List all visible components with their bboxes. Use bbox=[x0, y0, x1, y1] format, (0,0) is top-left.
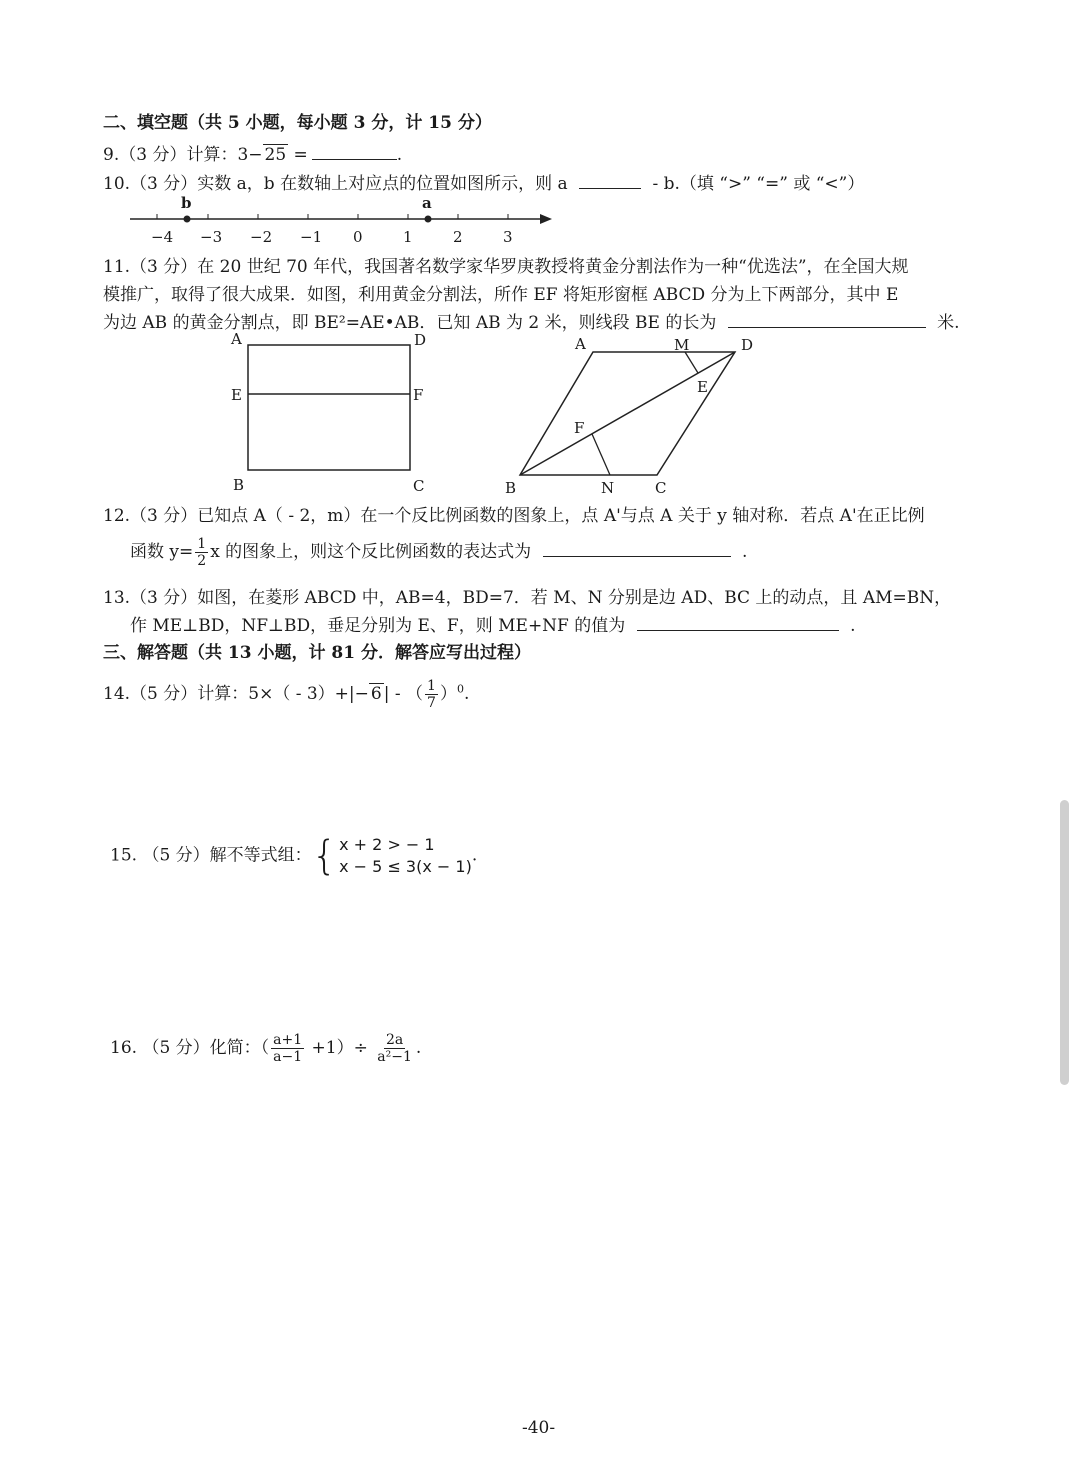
rhombus-diagonal-bd bbox=[520, 352, 735, 475]
q11-line2: 模推广，取得了很大成果．如图，利用黄金分割法，所作 EF 将矩形窗框 ABCD 分为上下两部分，其中 E bbox=[103, 285, 899, 305]
rect-label-c: C bbox=[413, 477, 425, 495]
rhombus-label-n: N bbox=[601, 479, 615, 497]
q10-text: 10.（3 分）实数 a，b 在数轴上对应点的位置如图所示，则 a bbox=[103, 174, 568, 194]
q16-mid: +1）÷ bbox=[306, 1038, 374, 1058]
rhombus-label-b: B bbox=[505, 479, 517, 497]
rhombus-me bbox=[685, 352, 698, 373]
q9-end: . bbox=[396, 145, 403, 165]
q14-exponent: 0 bbox=[456, 682, 464, 696]
rhombus-nf bbox=[592, 434, 610, 475]
rhombus-figure bbox=[495, 330, 770, 500]
q14-frac-den: 7 bbox=[427, 695, 436, 711]
page-number: -40- bbox=[522, 1418, 556, 1438]
nl-tick-label: 2 bbox=[453, 228, 463, 246]
q16-pre: 16. （5 分）化简：（ bbox=[110, 1038, 270, 1058]
number-line bbox=[120, 193, 560, 248]
q10-answer-blank bbox=[579, 187, 641, 189]
q12-line1: 12.（3 分）已知点 A（ - 2，m）在一个反比例函数的图象上，点 A'与点 A 关于 y 轴对称．若点 A'在正比例 bbox=[103, 506, 925, 526]
q15-end: . bbox=[471, 845, 478, 866]
rhombus-label-f: F bbox=[574, 419, 585, 437]
q11-line3: 为边 AB 的黄金分割点，即 BE²=AE•AB．已知 AB 为 2 米，则线段 BE 的长为 bbox=[103, 313, 717, 333]
nl-point-a-label: a bbox=[422, 194, 432, 212]
q16-f2-den: a²−1 bbox=[377, 1049, 412, 1065]
q14-radicand: 6 bbox=[370, 684, 382, 704]
q13-end: . bbox=[850, 616, 856, 636]
q14-fraction bbox=[425, 678, 438, 711]
q13-line1: 13.（3 分）如图，在菱形 ABCD 中，AB=4，BD=7．若 M、N 分别是边 AD、BC 上的动点，且 AM=BN， bbox=[103, 588, 952, 608]
question-15 bbox=[110, 834, 477, 878]
q16-f1-den: a−1 bbox=[273, 1049, 303, 1065]
rect-label-f: F bbox=[413, 386, 424, 404]
nl-point-a bbox=[425, 216, 432, 223]
q12-pre: 函数 y= bbox=[130, 542, 194, 562]
nl-tick-label: −3 bbox=[200, 228, 223, 246]
vertical-scrollbar[interactable] bbox=[1060, 800, 1069, 1085]
q10-tail: - b.（填 “>” “=” 或 “<”） bbox=[652, 174, 865, 194]
nl-point-b bbox=[184, 216, 191, 223]
rectangle-figure bbox=[225, 330, 440, 495]
q9-answer-blank bbox=[312, 158, 397, 160]
q15-inequality-1: x + 2 > − 1 bbox=[339, 835, 435, 854]
nl-point-b-label: b bbox=[181, 194, 192, 212]
q16-end: . bbox=[415, 1038, 422, 1058]
q15-system bbox=[312, 834, 472, 878]
q9-tail: = bbox=[288, 145, 308, 165]
q16-f1-num: a+1 bbox=[273, 1032, 303, 1048]
question-14 bbox=[103, 678, 469, 711]
rhombus-label-m: M bbox=[674, 336, 690, 354]
question-9 bbox=[103, 140, 402, 165]
q12-end: . bbox=[742, 542, 748, 562]
nl-tick-label: −1 bbox=[300, 228, 323, 246]
nl-tick-label: 3 bbox=[503, 228, 513, 246]
rhombus-label-c: C bbox=[655, 479, 667, 497]
section-3-title: 三、解答题（共 13 小题，计 81 分．解答应写出过程） bbox=[103, 643, 531, 663]
q13-line2: 作 ME⊥BD，NF⊥BD，垂足分别为 E、F，则 ME+NF 的值为 bbox=[130, 616, 626, 636]
q15-pre: 15. （5 分）解不等式组： bbox=[110, 845, 312, 866]
rect-label-d: D bbox=[414, 331, 427, 349]
nl-tick-label: 0 bbox=[353, 228, 363, 246]
q11-line1: 11.（3 分）在 20 世纪 70 年代，我国著名数学家华罗庚教授将黄金分割法作为一种“优选法”，在全国大规 bbox=[103, 257, 909, 277]
q9-radicand: 25 bbox=[264, 145, 287, 165]
rhombus-label-d: D bbox=[741, 336, 754, 354]
question-10 bbox=[103, 169, 864, 194]
rect-label-b: B bbox=[233, 476, 245, 494]
rhombus-label-a: A bbox=[575, 335, 586, 353]
nl-tick-label: −4 bbox=[151, 228, 174, 246]
q15-inequality-2: x − 5 ≤ 3(x − 1) bbox=[339, 857, 472, 876]
q16-f2-num: 2a bbox=[385, 1032, 404, 1048]
nl-tick-label: 1 bbox=[403, 228, 413, 246]
rect-label-e: E bbox=[231, 386, 242, 404]
q16-fraction-2 bbox=[375, 1032, 414, 1065]
q11-answer-blank bbox=[728, 326, 926, 328]
q11-unit: 米. bbox=[937, 313, 960, 333]
q12-line2 bbox=[130, 536, 747, 569]
question-16 bbox=[110, 1032, 421, 1065]
q13-line2-wrap bbox=[130, 611, 855, 636]
nl-tick-label: −2 bbox=[250, 228, 273, 246]
rhombus-label-e: E bbox=[697, 378, 708, 396]
q12-answer-blank bbox=[543, 555, 731, 557]
number-line-arrow bbox=[540, 214, 552, 224]
q9-text: 9.（3 分）计算：3− bbox=[103, 145, 263, 165]
q14-pre: 14.（5 分）计算：5×（ - 3）+|− bbox=[103, 684, 369, 704]
rect-label-a: A bbox=[231, 330, 242, 348]
section-2-title: 二、填空题（共 5 小题，每小题 3 分，计 15 分） bbox=[103, 113, 492, 133]
q14-frac-num: 1 bbox=[427, 678, 436, 694]
q16-fraction-1 bbox=[271, 1032, 304, 1065]
q14-mid: | - （ bbox=[383, 684, 424, 704]
q12-frac-den: 2 bbox=[197, 553, 207, 569]
q12-frac-num: 1 bbox=[197, 536, 207, 552]
q14-post: ） bbox=[439, 684, 457, 704]
q12-post: x 的图象上，则这个反比例函数的表达式为 bbox=[210, 542, 532, 562]
rect-abcd bbox=[248, 345, 410, 470]
q13-answer-blank bbox=[637, 629, 839, 631]
q12-fraction bbox=[195, 536, 208, 569]
q14-end: . bbox=[463, 684, 470, 704]
brace-symbol: { bbox=[311, 833, 338, 879]
